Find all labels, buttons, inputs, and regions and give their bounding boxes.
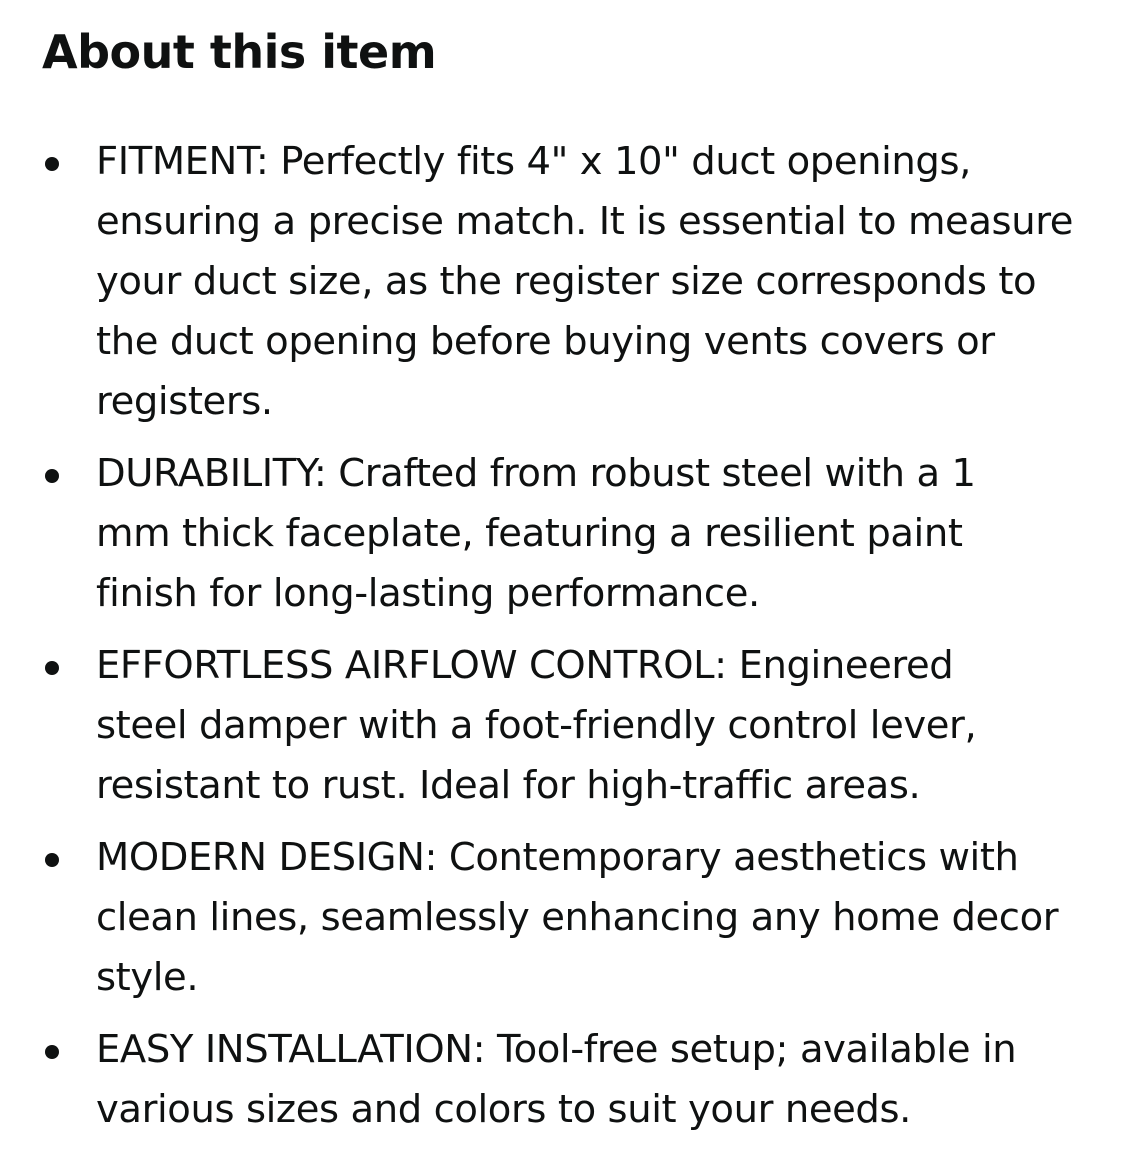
bullet-line: finish for long-lasting performance. [96,571,760,616]
bullet-line: various sizes and colors to suit your needs. [96,1087,911,1132]
bullet-line: MODERN DESIGN: Contemporary aesthetics with [96,835,1019,880]
bullet-line: FITMENT: Perfectly fits 4" x 10" duct openings, [96,139,971,184]
bullet-text [96,132,1122,432]
bullet-dot-icon [45,853,59,867]
feature-bullet-modern-design [0,828,1122,1008]
bullet-line: DURABILITY: Crafted from robust steel with a 1 [96,451,976,496]
bullet-text [96,828,1122,1008]
bullet-line: EFFORTLESS AIRFLOW CONTROL: Engineered [96,643,954,688]
bullet-line: your duct size, as the register size corresponds to [96,259,1037,304]
bullet-text [96,444,1122,624]
bullet-line: registers. [96,379,273,424]
feature-bullet-easy-installation [0,1020,1122,1140]
bullet-line: resistant to rust. Ideal for high-traffic areas. [96,763,921,808]
bullet-text [96,636,1122,816]
bullet-dot-icon [45,157,59,171]
feature-bullet-fitment [0,132,1122,432]
bullet-line: style. [96,955,199,1000]
feature-bullet-airflow-control [0,636,1122,816]
bullet-line: mm thick faceplate, featuring a resilient paint [96,511,963,556]
bullet-dot-icon [45,1045,59,1059]
feature-bullet-list [0,132,1122,1152]
bullet-line: EASY INSTALLATION: Tool-free setup; available in [96,1027,1017,1072]
bullet-line: the duct opening before buying vents covers or [96,319,995,364]
bullet-line: ensuring a precise match. It is essential to measure [96,199,1074,244]
bullet-text [96,1020,1122,1140]
bullet-dot-icon [45,661,59,675]
section-title: About this item [42,25,437,79]
bullet-dot-icon [45,469,59,483]
bullet-line: steel damper with a foot-friendly control lever, [96,703,977,748]
bullet-line: clean lines, seamlessly enhancing any home decor [96,895,1059,940]
feature-bullet-durability [0,444,1122,624]
